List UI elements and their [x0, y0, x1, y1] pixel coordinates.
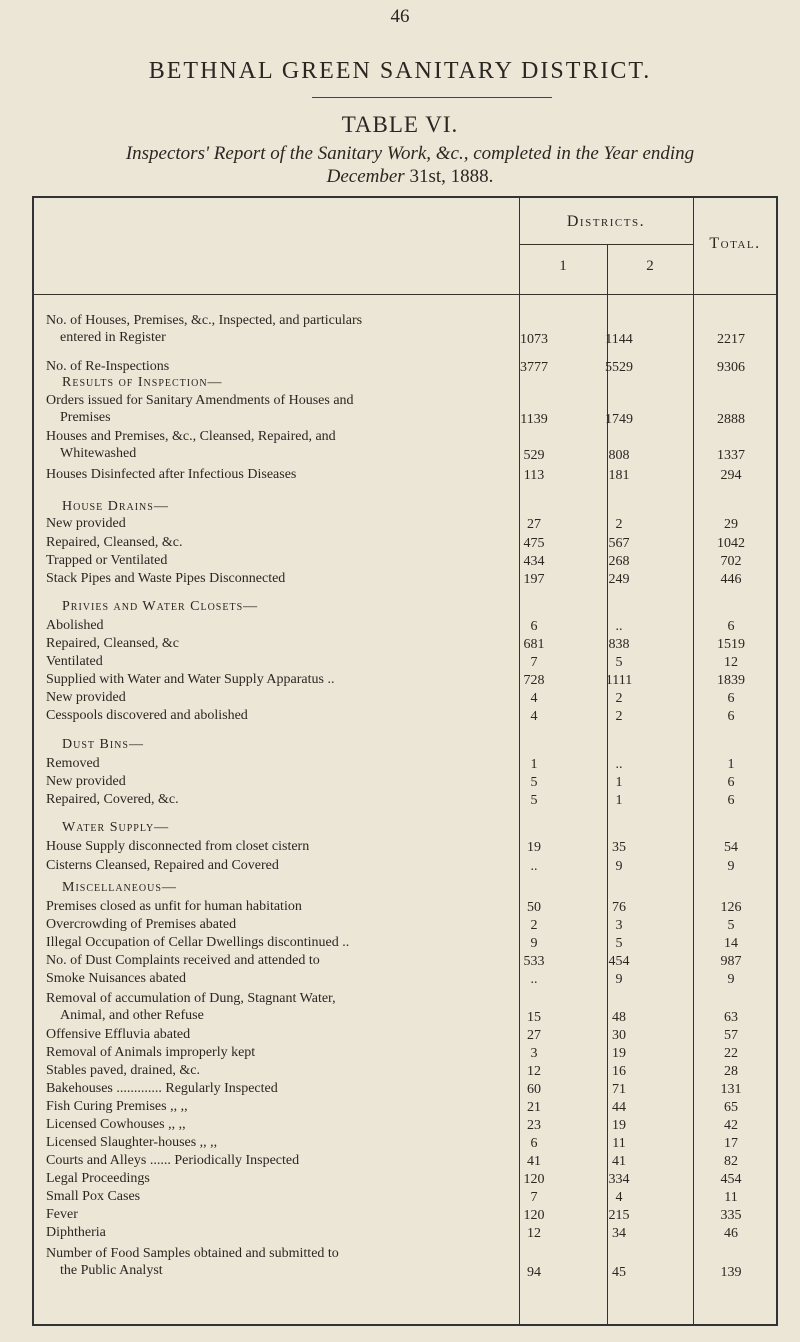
row-label-continuation: Premises	[60, 410, 111, 425]
total-value: 57	[724, 1028, 738, 1043]
row-label-line: Number of Food Samples obtained and submitted to	[46, 1246, 339, 1261]
district-2-value: ..	[615, 619, 623, 634]
table-row	[46, 952, 780, 970]
row-label-line: Orders issued for Sanitary Amendments of Houses and	[46, 393, 354, 408]
total-value: 29	[724, 517, 738, 532]
row-label-line: Diphtheria	[46, 1225, 106, 1240]
row-label-line: Repaired, Cleansed, &c	[46, 636, 179, 651]
table-row	[46, 898, 780, 916]
row-label-line: Overcrowding of Premises abated	[46, 917, 237, 932]
district-1-value: 120	[523, 1172, 545, 1187]
district-1-value: 113	[523, 468, 545, 483]
row-label	[46, 707, 516, 724]
row-label-line: Illegal Occupation of Cellar Dwellings discontinued ..	[46, 935, 350, 950]
row-label	[46, 312, 516, 346]
district-2-value: 268	[608, 554, 630, 569]
district-2-value: 71	[612, 1082, 626, 1097]
total-value: 82	[724, 1154, 738, 1169]
row-label-line: No. of Re-Inspections	[46, 359, 170, 374]
row-label-continuation: Whitewashed	[60, 446, 137, 461]
district-2-value: ..	[615, 757, 623, 772]
table-row	[46, 1224, 780, 1242]
table-row	[46, 1062, 780, 1080]
row-label-line: Courts and Alleys ...... Periodically Inspected	[46, 1153, 300, 1168]
table-row	[46, 773, 780, 791]
header-district-2: 2	[646, 258, 654, 274]
table-row	[46, 1206, 780, 1224]
total-value: 22	[724, 1046, 738, 1061]
subtitle-month: December	[326, 166, 405, 187]
district-2-value: 44	[612, 1100, 626, 1115]
page-number: 46	[390, 6, 410, 27]
row-label	[46, 898, 516, 915]
district-1-value: 1	[530, 757, 538, 772]
row-label-line: Fish Curing Premises ,, ,,	[46, 1099, 188, 1114]
table-row	[46, 617, 780, 635]
district-2-value: 35	[612, 840, 626, 855]
table-row	[46, 312, 780, 348]
district-1-value: 1139	[520, 412, 548, 427]
district-2-value: 2	[615, 691, 623, 706]
row-label	[46, 1080, 516, 1097]
row-label-line: No. of Houses, Premises, &c., Inspected, and particulars	[46, 313, 363, 328]
row-label-line: Smoke Nuisances abated	[46, 971, 186, 986]
district-2-value: 181	[608, 468, 630, 483]
table-row	[46, 1026, 780, 1044]
district-2-value: 30	[612, 1028, 626, 1043]
row-label-line: Houses Disinfected after Infectious Diseases	[46, 467, 297, 482]
header-district-1: 1	[559, 258, 567, 274]
district-1-value: 23	[527, 1118, 541, 1133]
district-2-value: 2	[615, 517, 623, 532]
row-label-line: Small Pox Cases	[46, 1189, 141, 1204]
district-2-value: 5529	[605, 360, 633, 375]
total-value: 126	[720, 900, 742, 915]
row-label-continuation: the Public Analyst	[60, 1263, 163, 1278]
row-label	[46, 617, 516, 634]
district-1-value: 529	[523, 448, 545, 463]
table-row	[46, 1170, 780, 1188]
row-label	[46, 635, 516, 652]
district-2-value: 19	[612, 1046, 626, 1061]
district-2-value: 1111	[605, 673, 633, 688]
district-1-value: 7	[530, 655, 538, 670]
district-2-value: 838	[608, 637, 630, 652]
table-row	[46, 1080, 780, 1098]
row-label-line: Stables paved, drained, &c.	[46, 1063, 200, 1078]
total-value: 1042	[717, 536, 745, 551]
district-2-value: 19	[612, 1118, 626, 1133]
total-value: 2217	[717, 332, 745, 347]
district-2-value: 9	[615, 859, 623, 874]
row-label	[46, 838, 516, 855]
table-row	[46, 1188, 780, 1206]
total-value: 54	[724, 840, 738, 855]
row-label-line: New provided	[46, 516, 126, 531]
row-label	[46, 990, 516, 1024]
district-1-value: 27	[527, 1028, 541, 1043]
section-results: Results of Inspection—	[62, 375, 223, 390]
district-2-value: 1144	[605, 332, 633, 347]
total-value: 17	[724, 1136, 738, 1151]
row-label-continuation: entered in Register	[60, 330, 166, 345]
district-1-value: 12	[527, 1064, 541, 1079]
row-label	[46, 466, 516, 483]
table-row	[46, 671, 780, 689]
table-subtitle	[30, 142, 790, 188]
district-1-value: 7	[530, 1190, 538, 1205]
district-1-value: 5	[530, 793, 538, 808]
district-1-value: 1073	[520, 332, 548, 347]
total-value: 1337	[717, 448, 745, 463]
total-value: 6	[727, 619, 735, 634]
row-label-line: Removal of accumulation of Dung, Stagnant Water,	[46, 991, 336, 1006]
row-label	[46, 1026, 516, 1043]
row-label	[46, 970, 516, 987]
district-1-value: 728	[523, 673, 545, 688]
row-label-line: Removed	[46, 756, 100, 771]
district-2-value: 334	[608, 1172, 630, 1187]
district-2-value: 1	[615, 775, 623, 790]
total-value: 6	[727, 775, 735, 790]
district-2-value: 16	[612, 1064, 626, 1079]
row-label	[46, 1206, 516, 1223]
district-1-value: 50	[527, 900, 541, 915]
subtitle-line-2	[30, 165, 790, 188]
total-value: 139	[720, 1265, 742, 1280]
total-value: 28	[724, 1064, 738, 1079]
total-value: 42	[724, 1118, 738, 1133]
subtitle-date: 31st,	[409, 166, 446, 187]
district-2-value: 567	[608, 536, 630, 551]
row-label-line: Trapped or Ventilated	[46, 553, 168, 568]
row-label	[46, 952, 516, 969]
row-label	[46, 1116, 516, 1133]
table-row	[46, 791, 780, 809]
district-2-value: 48	[612, 1010, 626, 1025]
table-row	[46, 570, 780, 588]
total-value: 9	[727, 972, 735, 987]
total-value: 1839	[717, 673, 745, 688]
title-rule	[312, 97, 552, 98]
row-label-line: Repaired, Cleansed, &c.	[46, 535, 183, 550]
table-row	[46, 970, 780, 988]
row-label	[46, 934, 516, 951]
row-label	[46, 392, 516, 426]
total-value: 1519	[717, 637, 745, 652]
row-label-line: Licensed Slaughter-houses ,, ,,	[46, 1135, 218, 1150]
district-1-value: 681	[523, 637, 545, 652]
total-value: 702	[720, 554, 742, 569]
district-1-value: 6	[530, 1136, 538, 1151]
table-row	[46, 1134, 780, 1152]
row-label-line: House Supply disconnected from closet cistern	[46, 839, 310, 854]
total-value: 2888	[717, 412, 745, 427]
table-row	[46, 934, 780, 952]
section-miscellaneous: Miscellaneous—	[62, 880, 177, 895]
district-1-value: 3777	[520, 360, 548, 375]
district-1-value: 6	[530, 619, 538, 634]
district-1-value: 120	[523, 1208, 545, 1223]
row-label	[46, 1062, 516, 1079]
district-2-value: 9	[615, 972, 623, 987]
header-districts: Districts.	[566, 213, 646, 230]
total-value: 335	[720, 1208, 742, 1223]
total-value: 12	[724, 655, 738, 670]
row-label	[46, 1170, 516, 1187]
subtitle-year: 1888.	[450, 166, 494, 187]
district-1-value: 94	[527, 1265, 541, 1280]
row-label-line: Ventilated	[46, 654, 103, 669]
total-value: 131	[720, 1082, 742, 1097]
district-2-value: 1749	[605, 412, 633, 427]
total-value: 9306	[717, 360, 745, 375]
district-2-value: 2	[615, 709, 623, 724]
total-value: 446	[720, 572, 742, 587]
total-value: 1	[727, 757, 735, 772]
table-row	[46, 838, 780, 856]
row-label-line: New provided	[46, 690, 126, 705]
table-row	[46, 857, 780, 875]
row-label	[46, 515, 516, 532]
district-1-value: 41	[527, 1154, 541, 1169]
header-rule-districts	[519, 244, 693, 245]
header-total: Total.	[709, 235, 761, 252]
row-label-line: New provided	[46, 774, 126, 789]
district-1-value: 4	[530, 691, 538, 706]
table-row	[46, 1116, 780, 1134]
table-row	[46, 707, 780, 725]
row-label	[46, 534, 516, 551]
row-label	[46, 857, 516, 874]
district-1-value: 4	[530, 709, 538, 724]
district-2-value: 808	[608, 448, 630, 463]
row-label-line: Fever	[46, 1207, 78, 1222]
district-1-value: 12	[527, 1226, 541, 1241]
table-row	[46, 1044, 780, 1062]
table-row	[46, 755, 780, 773]
row-label	[46, 791, 516, 808]
table-row	[46, 428, 780, 464]
row-label	[46, 773, 516, 790]
row-label	[46, 671, 516, 688]
district-1-value: 2	[530, 918, 538, 933]
header-bottom-rule	[33, 294, 777, 295]
table-row	[46, 689, 780, 707]
district-1-value: 5	[530, 775, 538, 790]
row-label-line: Stack Pipes and Waste Pipes Disconnected	[46, 571, 286, 586]
total-value: 454	[720, 1172, 742, 1187]
district-1-value: 434	[523, 554, 545, 569]
row-label	[46, 1245, 516, 1279]
total-value: 294	[720, 468, 742, 483]
row-label-line: Abolished	[46, 618, 104, 633]
section-water-supply: Water Supply—	[62, 820, 170, 835]
table-row	[46, 635, 780, 653]
table-row	[46, 392, 780, 428]
row-label	[46, 755, 516, 772]
section-house-drains: House Drains—	[62, 499, 169, 514]
district-2-value: 454	[608, 954, 630, 969]
row-label-line: Legal Proceedings	[46, 1171, 150, 1186]
district-2-value: 215	[608, 1208, 630, 1223]
table-row	[46, 990, 780, 1026]
table-row	[46, 358, 780, 376]
total-value: 9	[727, 859, 735, 874]
row-label	[46, 1188, 516, 1205]
row-label	[46, 1044, 516, 1061]
row-label	[46, 653, 516, 670]
row-label-line: Removal of Animals improperly kept	[46, 1045, 256, 1060]
district-1-value: 475	[523, 536, 545, 551]
district-1-value: 19	[527, 840, 541, 855]
table-row	[46, 534, 780, 552]
section-privies: Privies and Water Closets—	[62, 599, 259, 614]
total-value: 11	[724, 1190, 738, 1205]
row-label-line: Bakehouses ............. Regularly Inspected	[46, 1081, 278, 1096]
district-2-value: 4	[615, 1190, 623, 1205]
district-2-value: 1	[615, 793, 623, 808]
district-1-value: 15	[527, 1010, 541, 1025]
total-value: 6	[727, 709, 735, 724]
row-label	[46, 358, 516, 375]
district-2-value: 5	[615, 655, 623, 670]
district-2-value: 76	[612, 900, 626, 915]
row-label-line: Premises closed as unfit for human habitation	[46, 899, 302, 914]
district-2-value: 45	[612, 1265, 626, 1280]
district-1-value: 533	[523, 954, 545, 969]
row-label-line: Licensed Cowhouses ,, ,,	[46, 1117, 186, 1132]
table-title: TABLE VI.	[341, 112, 459, 137]
district-2-value: 249	[608, 572, 630, 587]
section-dust-bins: Dust Bins—	[62, 737, 144, 752]
total-value: 63	[724, 1010, 738, 1025]
table-row	[46, 916, 780, 934]
table-row	[46, 552, 780, 570]
district-1-value: 197	[523, 572, 545, 587]
total-value: 6	[727, 691, 735, 706]
subtitle-line-1: Inspectors' Report of the Sanitary Work, &c., completed in the Year ending	[125, 143, 695, 164]
total-value: 987	[720, 954, 742, 969]
district-title: BETHNAL GREEN SANITARY DISTRICT.	[148, 58, 652, 84]
district-1-value: 21	[527, 1100, 541, 1115]
table-row	[46, 653, 780, 671]
row-label	[46, 1134, 516, 1151]
row-label	[46, 570, 516, 587]
table-row	[46, 1152, 780, 1170]
row-label	[46, 428, 516, 462]
table-row	[46, 1245, 780, 1281]
row-label-line: Repaired, Covered, &c.	[46, 792, 179, 807]
district-1-value: 9	[530, 936, 538, 951]
total-value: 46	[724, 1226, 738, 1241]
district-2-value: 3	[615, 918, 623, 933]
district-2-value: 34	[612, 1226, 626, 1241]
row-label-line: Houses and Premises, &c., Cleansed, Repaired, and	[46, 429, 336, 444]
row-label	[46, 1098, 516, 1115]
row-label-line: Cesspools discovered and abolished	[46, 708, 248, 723]
row-label-line: Offensive Effluvia abated	[46, 1027, 191, 1042]
total-value: 5	[727, 918, 735, 933]
row-label	[46, 552, 516, 569]
district-2-value: 11	[612, 1136, 626, 1151]
row-label-line: Cisterns Cleansed, Repaired and Covered	[46, 858, 279, 873]
total-value: 65	[724, 1100, 738, 1115]
table-row	[46, 466, 780, 484]
total-value: 14	[724, 936, 738, 951]
row-label	[46, 689, 516, 706]
row-label-continuation: Animal, and other Refuse	[60, 1008, 204, 1023]
district-2-value: 41	[612, 1154, 626, 1169]
row-label	[46, 916, 516, 933]
district-1-value: ..	[530, 972, 538, 987]
district-1-value: 60	[527, 1082, 541, 1097]
district-2-value: 5	[615, 936, 623, 951]
row-label-line: No. of Dust Complaints received and attended to	[46, 953, 320, 968]
total-value: 6	[727, 793, 735, 808]
table-row	[46, 1098, 780, 1116]
row-label	[46, 1224, 516, 1241]
row-label-line: Supplied with Water and Water Supply Apparatus ..	[46, 672, 335, 687]
row-label	[46, 1152, 516, 1169]
district-1-value: 27	[527, 517, 541, 532]
table-row	[46, 515, 780, 533]
district-1-value: 3	[530, 1046, 538, 1061]
district-1-value: ..	[530, 859, 538, 874]
